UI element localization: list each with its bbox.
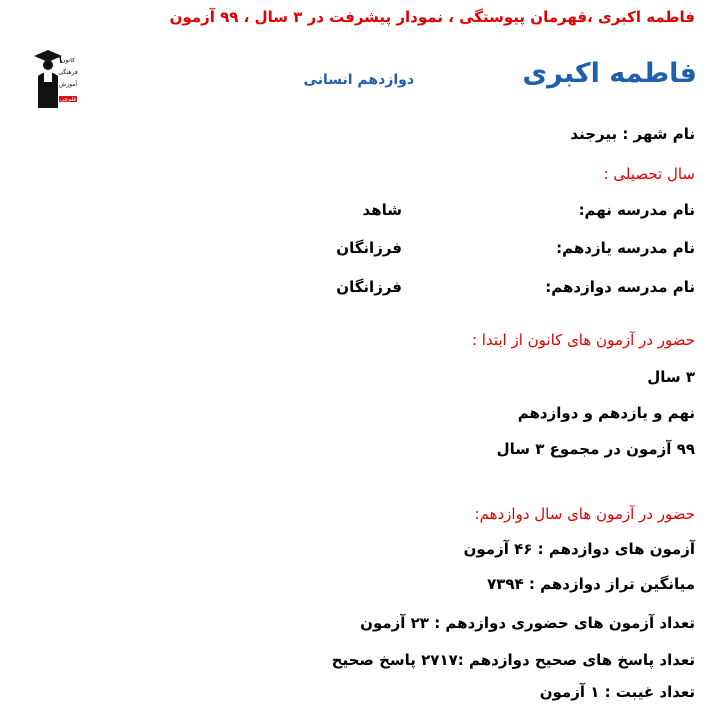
kanoon-logo (32, 48, 78, 110)
logo-text-2: فرهنگی (58, 69, 78, 76)
school-ninth-value: شاهد (362, 201, 402, 219)
student-name: فاطمه اکبری (522, 58, 697, 89)
page-headline: فاطمه اکبری ،قهرمان پیوستگی ، نمودار پیشرفت در ۳ سال ، ۹۹ آزمون (169, 8, 695, 26)
twelfth-average-taraz: میانگین تراز دوازدهم : ۷۳۹۴ (487, 575, 695, 593)
twelfth-attended-exams: تعداد آزمون های حضوری دوازدهم : ۲۳ آزمون (360, 614, 695, 632)
attendance-grades: نهم و یازدهم و دوازدهم (517, 404, 695, 422)
graduate-logo-icon (32, 48, 78, 110)
logo-text-3: آموزش (58, 81, 78, 88)
academic-heading: سال تحصیلی : (603, 165, 695, 183)
grade-field: دوازدهم انسانی (303, 72, 414, 88)
twelfth-exams: آزمون های دوازدهم : ۴۶ آزمون (463, 540, 695, 558)
twelfth-heading: حضور در آزمون های سال دوازدهم: (474, 505, 695, 523)
twelfth-correct-answers: تعداد پاسخ های صحیح دوازدهم :۲۷۱۷ پاسخ صحیح (331, 651, 695, 669)
school-twelfth-label: نام مدرسه دوازدهم: (545, 278, 695, 296)
attendance-years: ۳ سال (647, 368, 695, 386)
school-twelfth-value: فرزانگان (336, 278, 402, 296)
logo-text-1: کانون (61, 57, 75, 64)
school-eleventh-label: نام مدرسه یازدهم: (556, 239, 695, 257)
attendance-total: ۹۹ آزمون در مجموع ۳ سال (496, 440, 695, 458)
logo-text-4: قلم‌چی (59, 97, 77, 103)
attendance-heading: حضور در آزمون های کانون از ابتدا : (471, 331, 695, 349)
city-line: نام شهر : بیرجند (570, 125, 695, 143)
absence-count: تعداد غیبت : ۱ آزمون (539, 683, 695, 701)
school-ninth-label: نام مدرسه نهم: (578, 201, 695, 219)
school-eleventh-value: فرزانگان (336, 239, 402, 257)
